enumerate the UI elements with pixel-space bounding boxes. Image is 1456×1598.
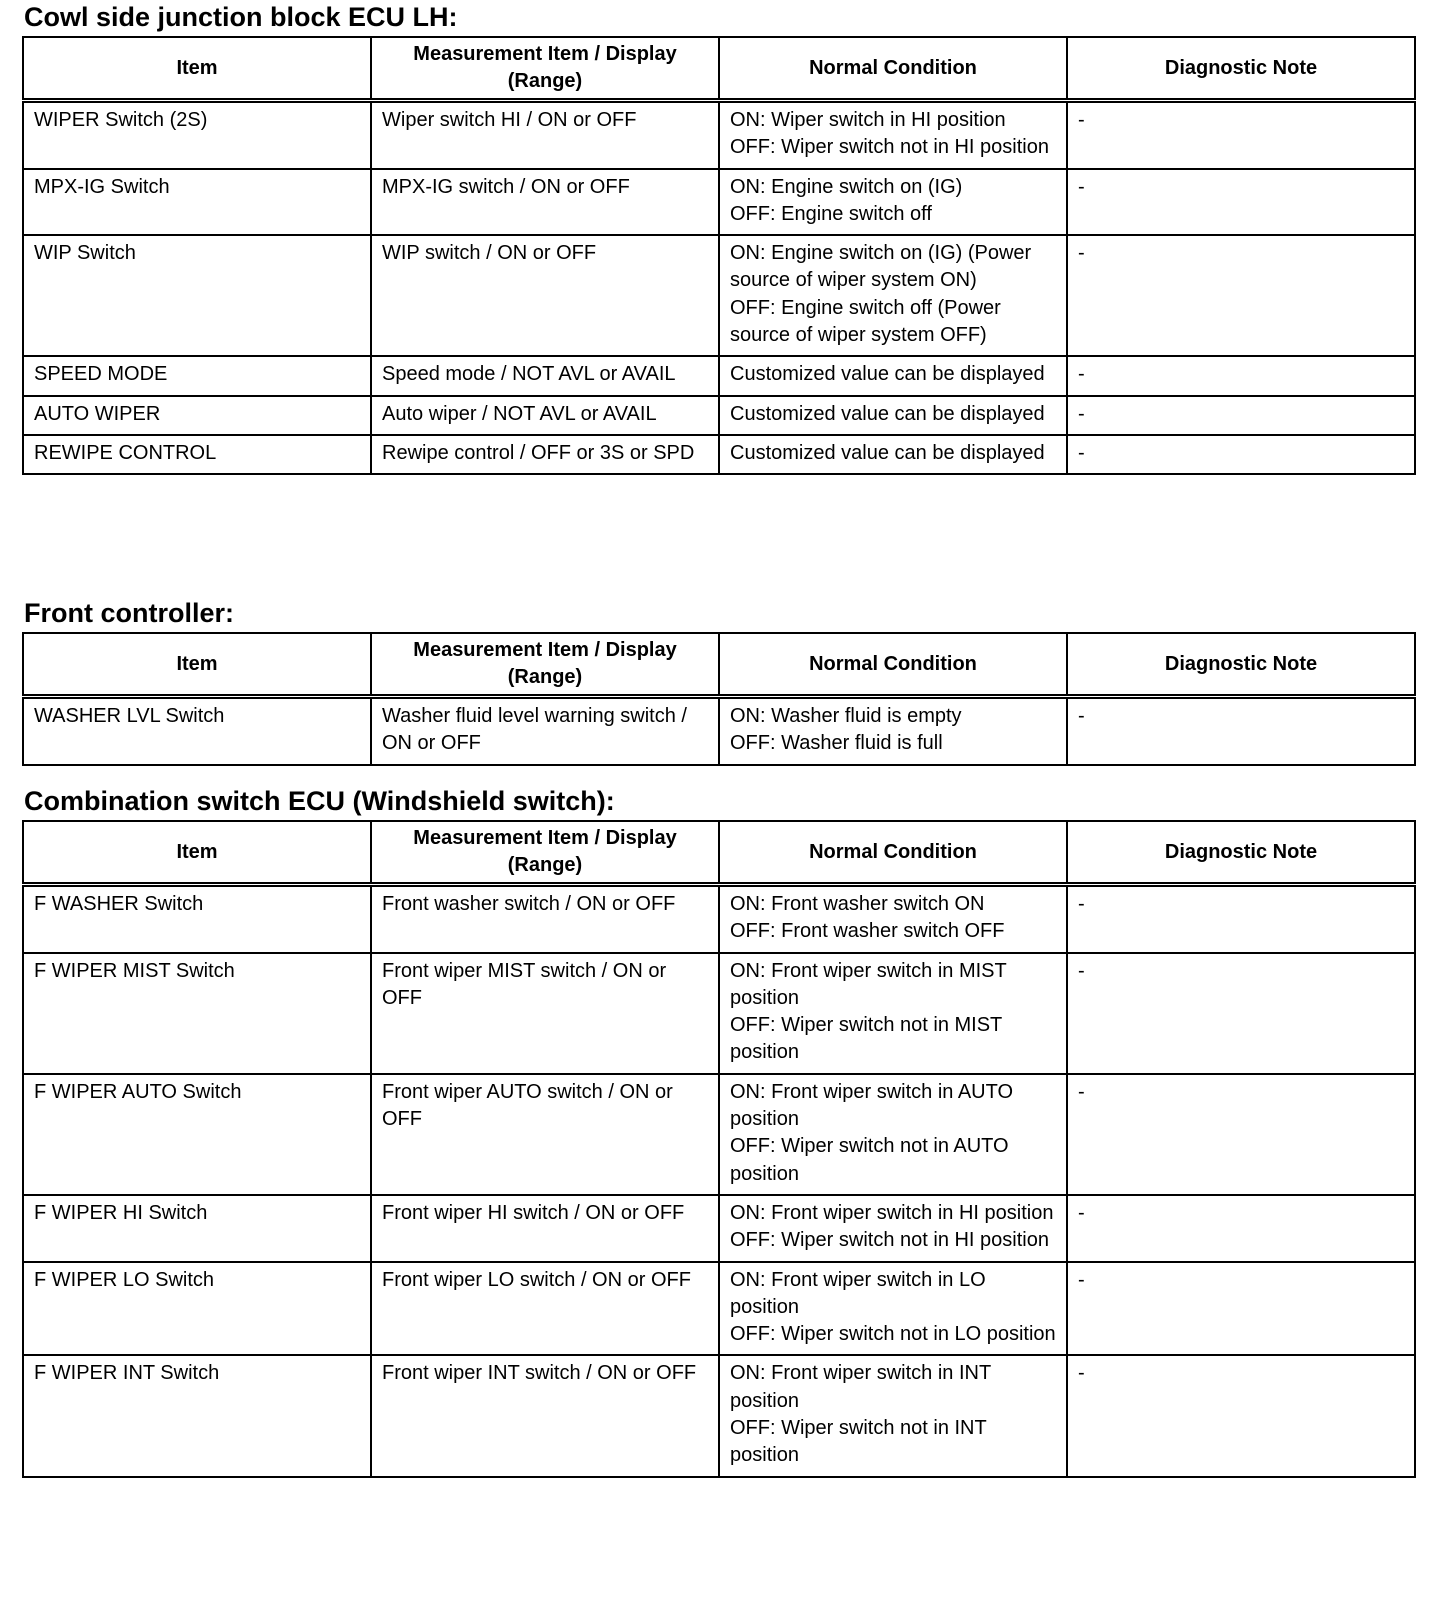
cell-measurement: Front wiper MIST switch / ON or OFF	[371, 953, 719, 1074]
cell-measurement: Front wiper AUTO switch / ON or OFF	[371, 1074, 719, 1195]
cell-diagnostic-note: -	[1067, 356, 1415, 395]
normal-condition-line: ON: Engine switch on (IG) (Power source of wiper system ON)	[730, 242, 1032, 292]
cell-measurement: Auto wiper / NOT AVL or AVAIL	[371, 396, 719, 435]
diagnostic-table	[22, 36, 1416, 475]
header-diagnostic-note: Diagnostic Note	[1067, 821, 1415, 885]
cell-diagnostic-note: -	[1067, 1195, 1415, 1262]
header-item: Item	[23, 633, 371, 697]
table-body	[23, 885, 1415, 1477]
table-row	[23, 1074, 1415, 1195]
normal-condition-line: ON: Front washer switch ON	[730, 893, 985, 915]
cell-item: F WIPER INT Switch	[23, 1355, 371, 1476]
cell-measurement: MPX-IG switch / ON or OFF	[371, 169, 719, 236]
header-row	[23, 633, 1415, 697]
normal-condition-line: ON: Front wiper switch in MIST position	[730, 959, 1007, 1009]
normal-condition-line: ON: Front wiper switch in INT position	[730, 1362, 991, 1412]
normal-condition-line: OFF: Wiper switch not in LO position	[730, 1323, 1056, 1346]
cell-item: WIP Switch	[23, 235, 371, 356]
cell-item: F WIPER AUTO Switch	[23, 1074, 371, 1195]
cell-measurement: Wiper switch HI / ON or OFF	[371, 101, 719, 169]
normal-condition-line: OFF: Washer fluid is full	[730, 732, 943, 755]
cell-normal-condition	[719, 885, 1067, 953]
cell-item: SPEED MODE	[23, 356, 371, 395]
cell-normal-condition	[719, 697, 1067, 765]
cell-measurement: Front wiper HI switch / ON or OFF	[371, 1195, 719, 1262]
table-row	[23, 435, 1415, 474]
table-body	[23, 101, 1415, 475]
normal-condition-line: OFF: Wiper switch not in INT position	[730, 1417, 987, 1467]
header-measurement: Measurement Item / Display (Range)	[371, 633, 719, 697]
normal-condition-line: ON: Engine switch on (IG)	[730, 175, 963, 198]
table-body	[23, 697, 1415, 765]
cell-normal-condition	[719, 169, 1067, 236]
cell-measurement: Front wiper LO switch / ON or OFF	[371, 1262, 719, 1356]
header-measurement: Measurement Item / Display (Range)	[371, 37, 719, 101]
cell-item: WIPER Switch (2S)	[23, 101, 371, 169]
cell-item: REWIPE CONTROL	[23, 435, 371, 474]
cell-normal-condition	[719, 396, 1067, 435]
header-diagnostic-note: Diagnostic Note	[1067, 37, 1415, 101]
normal-condition-line: OFF: Engine switch off (Power source of wiper system OFF)	[730, 296, 1001, 347]
normal-condition-line: ON: Wiper switch in HI position	[730, 109, 1006, 131]
normal-condition-line: OFF: Wiper switch not in HI position	[730, 1229, 1049, 1252]
cell-normal-condition	[719, 1262, 1067, 1356]
table-row	[23, 101, 1415, 169]
cell-measurement: Speed mode / NOT AVL or AVAIL	[371, 356, 719, 395]
normal-condition-line: ON: Front wiper switch in HI position	[730, 1201, 1054, 1224]
table-row	[23, 356, 1415, 395]
cell-diagnostic-note: -	[1067, 169, 1415, 236]
header-measurement: Measurement Item / Display (Range)	[371, 821, 719, 885]
header-normal-condition: Normal Condition	[719, 633, 1067, 697]
table-row	[23, 396, 1415, 435]
normal-condition-line: OFF: Wiper switch not in MIST position	[730, 1014, 1002, 1064]
table-row	[23, 235, 1415, 356]
cell-item: F WASHER Switch	[23, 885, 371, 953]
normal-condition-line: Customized value can be displayed	[730, 441, 1045, 464]
cell-diagnostic-note: -	[1067, 1262, 1415, 1356]
cell-normal-condition	[719, 1355, 1067, 1476]
header-item: Item	[23, 821, 371, 885]
table-row	[23, 953, 1415, 1074]
cell-measurement: Washer fluid level warning switch / ON or OFF	[371, 697, 719, 765]
cell-normal-condition	[719, 356, 1067, 395]
cell-diagnostic-note: -	[1067, 697, 1415, 765]
normal-condition-line: ON: Washer fluid is empty	[730, 705, 962, 727]
cell-measurement: WIP switch / ON or OFF	[371, 235, 719, 356]
cell-diagnostic-note: -	[1067, 1355, 1415, 1476]
cell-item: F WIPER HI Switch	[23, 1195, 371, 1262]
section-title: Front controller:	[24, 598, 234, 628]
cell-diagnostic-note: -	[1067, 396, 1415, 435]
header-diagnostic-note: Diagnostic Note	[1067, 633, 1415, 697]
normal-condition-line: ON: Front wiper switch in LO position	[730, 1268, 986, 1318]
normal-condition-line: ON: Front wiper switch in AUTO position	[730, 1080, 1014, 1131]
cell-normal-condition	[719, 435, 1067, 474]
normal-condition-line: OFF: Wiper switch not in AUTO position	[730, 1135, 1009, 1185]
cell-diagnostic-note: -	[1067, 953, 1415, 1074]
table-row	[23, 1195, 1415, 1262]
cell-item: F WIPER LO Switch	[23, 1262, 371, 1356]
header-row	[23, 37, 1415, 101]
cell-normal-condition	[719, 1195, 1067, 1262]
cell-item: F WIPER MIST Switch	[23, 953, 371, 1074]
cell-measurement: Rewipe control / OFF or 3S or SPD	[371, 435, 719, 474]
cell-normal-condition	[719, 101, 1067, 169]
cell-item: AUTO WIPER	[23, 396, 371, 435]
normal-condition-line: OFF: Wiper switch not in HI position	[730, 136, 1049, 159]
normal-condition-line: Customized value can be displayed	[730, 363, 1045, 386]
cell-diagnostic-note: -	[1067, 1074, 1415, 1195]
cell-normal-condition	[719, 1074, 1067, 1195]
cell-measurement: Front wiper INT switch / ON or OFF	[371, 1355, 719, 1476]
cell-item: MPX-IG Switch	[23, 169, 371, 236]
header-item: Item	[23, 37, 371, 101]
cell-normal-condition	[719, 953, 1067, 1074]
header-normal-condition: Normal Condition	[719, 37, 1067, 101]
diagnostic-table	[22, 632, 1416, 766]
header-normal-condition: Normal Condition	[719, 821, 1067, 885]
table-row	[23, 1262, 1415, 1356]
cell-normal-condition	[719, 235, 1067, 356]
cell-diagnostic-note: -	[1067, 235, 1415, 356]
section-title: Cowl side junction block ECU LH:	[24, 2, 458, 32]
table-row	[23, 885, 1415, 953]
table-row	[23, 1355, 1415, 1476]
header-row	[23, 821, 1415, 885]
cell-diagnostic-note: -	[1067, 885, 1415, 953]
table-row	[23, 169, 1415, 236]
cell-measurement: Front washer switch / ON or OFF	[371, 885, 719, 953]
cell-diagnostic-note: -	[1067, 101, 1415, 169]
cell-diagnostic-note: -	[1067, 435, 1415, 474]
normal-condition-line: OFF: Engine switch off	[730, 202, 932, 225]
cell-item: WASHER LVL Switch	[23, 697, 371, 765]
section-title: Combination switch ECU (Windshield switch):	[24, 786, 615, 816]
diagnostic-table	[22, 820, 1416, 1478]
table-row	[23, 697, 1415, 765]
normal-condition-line: OFF: Front washer switch OFF	[730, 920, 1005, 943]
normal-condition-line: Customized value can be displayed	[730, 402, 1045, 425]
